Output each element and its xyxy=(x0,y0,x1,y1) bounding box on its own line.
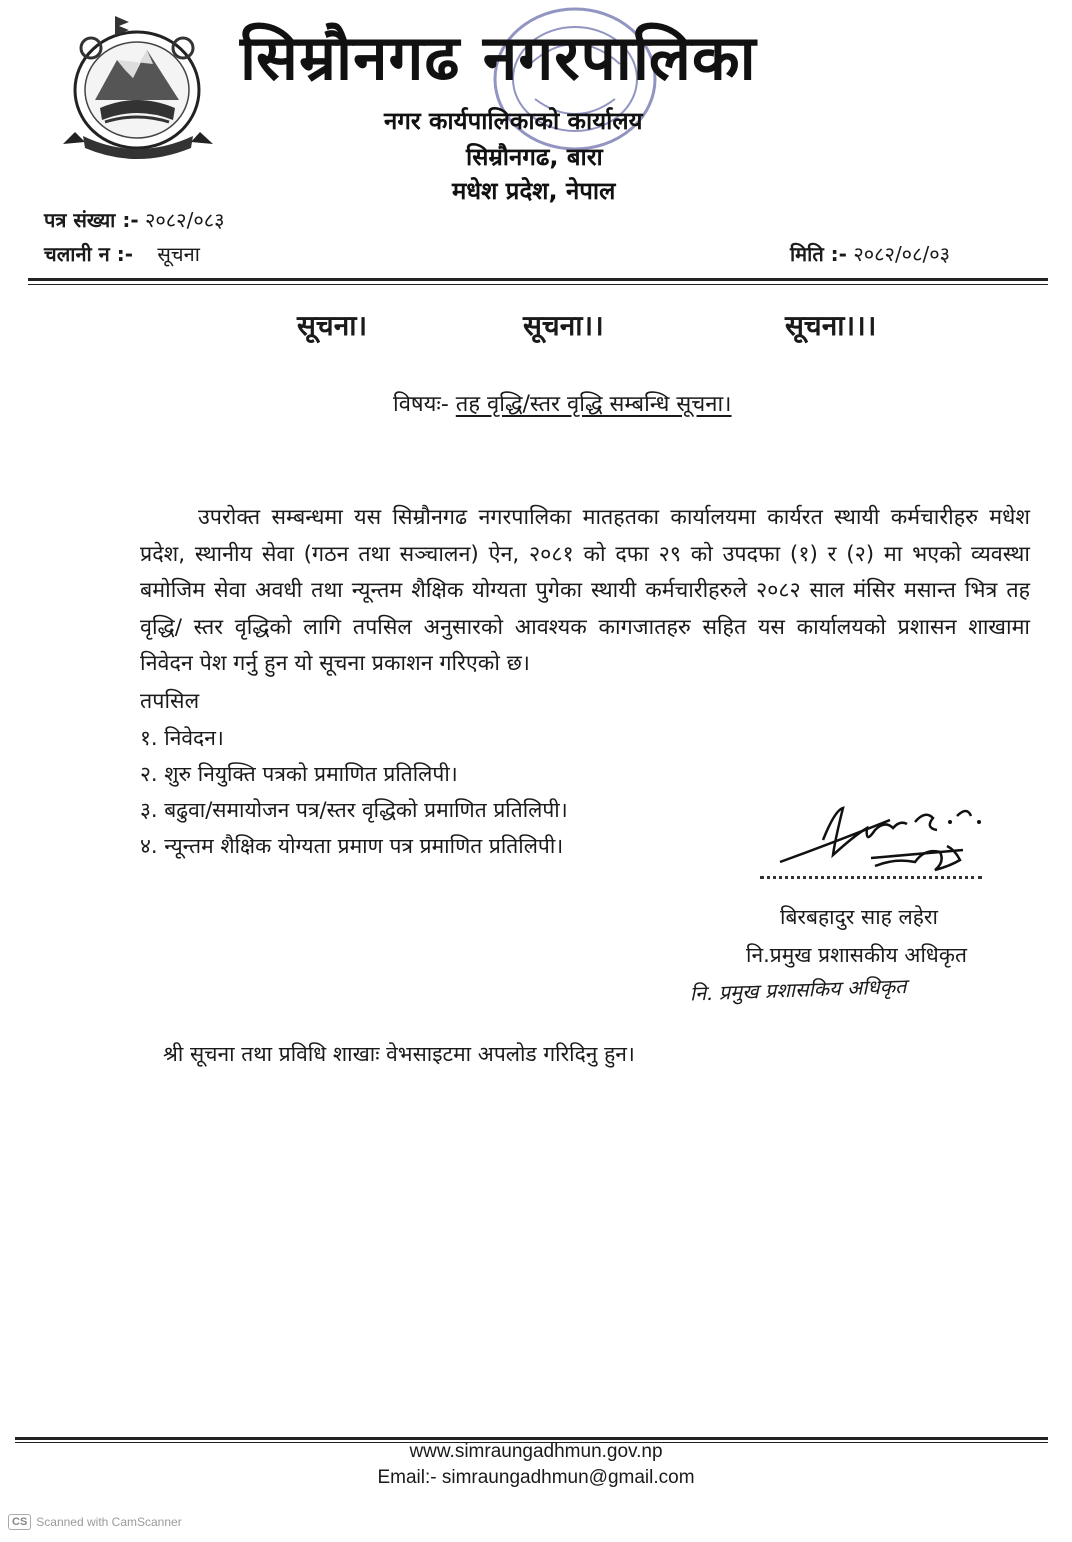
letter-number xyxy=(44,206,225,233)
subject-line xyxy=(393,388,732,418)
subject-text: तह वृद्धि/स्तर वृद्धि सम्बन्धि सूचना। xyxy=(455,392,732,417)
office-name: नगर कार्यपालिकाको कार्यालय xyxy=(384,107,643,135)
header-divider xyxy=(28,278,1048,285)
signature-line xyxy=(760,876,982,879)
signatory-name: बिरबहादुर साह लहेरा xyxy=(780,905,938,929)
letter-number-value: २०८२/०८३ xyxy=(144,208,225,232)
notice-word-1: सूचना। xyxy=(297,309,368,342)
notice-word-2: सूचना।। xyxy=(523,309,604,342)
subject-label: विषयः- xyxy=(393,392,449,417)
letter-date-label: मिति :- xyxy=(790,242,847,266)
cc-instruction: श्री सूचना तथा प्रविधि शाखाः वेभसाइटमा अपलोड गरिदिनु हुन। xyxy=(163,1042,635,1066)
dispatch-number xyxy=(44,240,200,267)
list-item: २. शुरु नियुक्ति पत्रको प्रमाणित प्रतिलिपी। xyxy=(140,762,458,786)
scanner-watermark xyxy=(8,1514,182,1530)
dispatch-number-label: चलानी न :- xyxy=(44,242,134,266)
signatory-designation: नि.प्रमुख प्रशासकीय अधिकृत xyxy=(746,943,967,967)
letter-date xyxy=(790,240,950,267)
notice-word-3: सूचना।।। xyxy=(785,309,877,342)
office-location: सिम्रौनगढ, बारा xyxy=(466,143,603,171)
handwritten-designation: नि. प्रमुख प्रशासकिय अधिकृत xyxy=(689,973,907,1006)
footer-website: www.simraungadhmun.gov.np xyxy=(409,1441,663,1462)
list-heading: तपसिल xyxy=(140,689,200,714)
list-item: ४. न्यून्तम शैक्षिक योग्यता प्रमाण पत्र प्रमाणित प्रतिलिपी। xyxy=(140,834,564,858)
office-province: मधेश प्रदेश, नेपाल xyxy=(452,177,616,205)
list-item: १. निवेदन। xyxy=(140,726,224,750)
camscanner-icon: CS xyxy=(8,1514,31,1530)
org-title: सिम्रौनगढ नगरपालिका xyxy=(240,21,757,94)
scanner-text: Scanned with CamScanner xyxy=(36,1515,182,1529)
letter-date-value: २०८२/०८/०३ xyxy=(853,242,951,266)
handwritten-signature xyxy=(775,800,990,885)
notice-body: उपरोक्त सम्बन्धमा यस सिम्रौनगढ नगरपालिका मातहतका कार्यालयमा कार्यरत स्थायी कर्मचारीहरु मधेश प्रदेश, स्थानीय सेवा (गठन तथा सञ्चालन) ऐन, २०८१ को दफा २९ को उपदफा (१) र (२) मा भएको व्यवस्था बमोजिम सेवा अवधी तथा न्यून्तम शैक्षिक योग्यता पुगेका स्थायी कर्मचारीहरुले २०८२ साल मंसिर मसान्त भित्र तह वृद्धि/ स्तर वृद्धिको लागि तपसिल अनुसारको आवश्यक कागजातहरु सहित यस कार्यालयको प्रशासन शाखामा निवेदन पेश गर्नु हुन यो सूचना प्रकाशन गरिएको छ। xyxy=(140,505,1030,676)
letter-number-label: पत्र संख्या :- xyxy=(44,208,139,232)
list-item: ३. बढुवा/समायोजन पत्र/स्तर वृद्धिको प्रमाणित प्रतिलिपी। xyxy=(140,798,568,822)
footer-email: Email:- simraungadhmun@gmail.com xyxy=(377,1467,695,1488)
dispatch-number-value: सूचना xyxy=(157,242,200,266)
coat-of-arms-emblem xyxy=(55,12,220,162)
